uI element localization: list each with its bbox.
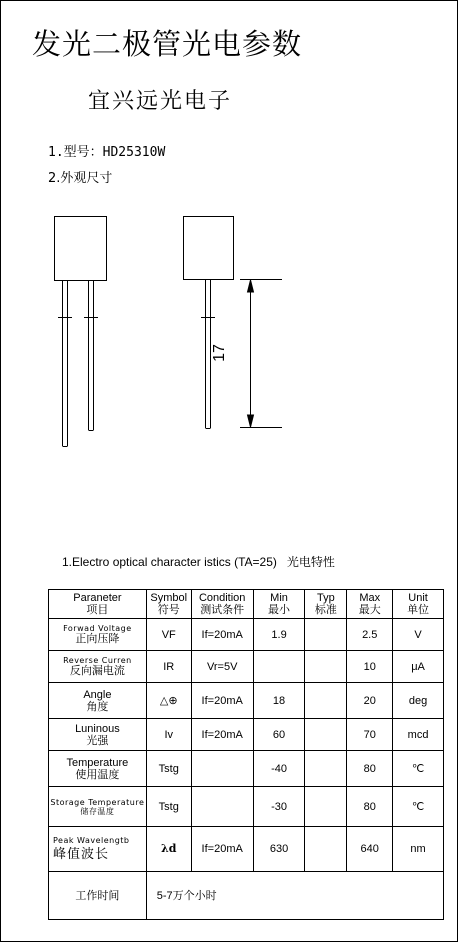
row-symbol: Tstg — [146, 751, 191, 787]
led-body-front — [55, 217, 107, 281]
spec-table — [48, 589, 444, 920]
row-parameter: Temperature 使用温度 — [49, 751, 147, 787]
led-body-side — [184, 217, 234, 280]
row-min: 60 — [253, 719, 305, 751]
table-row — [49, 651, 444, 683]
section-title — [62, 553, 335, 570]
section-title-en: 1.Electro optical character istics (TA=25) — [62, 555, 277, 569]
work-time-row — [49, 872, 444, 920]
table-row — [49, 827, 444, 872]
row-parameter: Peak Wavelengtb 峰值波长 — [49, 827, 147, 872]
header-unit: Unit 单位 — [393, 590, 444, 619]
row-max: 70 — [347, 719, 393, 751]
row-min: 1.9 — [253, 619, 305, 651]
row-condition — [191, 751, 253, 787]
row-condition — [191, 787, 253, 827]
row-min — [253, 651, 305, 683]
header-min: Min 最小 — [253, 590, 305, 619]
row-symbol: IR — [146, 651, 191, 683]
row-parameter: Storage Temperature 储存温度 — [49, 787, 147, 827]
table-header-row — [49, 590, 444, 619]
row-typ — [305, 787, 347, 827]
arrow-down-icon — [248, 415, 254, 427]
dimension-label: 17 — [211, 344, 228, 362]
row-unit: deg — [393, 683, 444, 719]
table-row — [49, 683, 444, 719]
row-typ — [305, 827, 347, 872]
row-unit: nm — [393, 827, 444, 872]
table-row — [49, 719, 444, 751]
model-line: 1.型号：HD25310W — [48, 145, 166, 160]
header-condition: Condition 测试条件 — [191, 590, 253, 619]
table-row — [49, 787, 444, 827]
row-parameter: Forwad Voltage 正向压降 — [49, 619, 147, 651]
row-min: 18 — [253, 683, 305, 719]
row-symbol: VF — [146, 619, 191, 651]
row-typ — [305, 683, 347, 719]
row-max: 640 — [347, 827, 393, 872]
outline-line: 2.外观尺寸 — [48, 171, 113, 186]
row-typ — [305, 719, 347, 751]
company-name: 宜兴远光电子 — [88, 89, 233, 114]
row-symbol: △⊕ — [146, 683, 191, 719]
row-max: 10 — [347, 651, 393, 683]
row-symbol: Tstg — [146, 787, 191, 827]
row-min: -30 — [253, 787, 305, 827]
row-condition: If=20mA — [191, 827, 253, 872]
row-unit: V — [393, 619, 444, 651]
row-condition: Vr=5V — [191, 651, 253, 683]
row-unit: μA — [393, 651, 444, 683]
row-parameter: Luninous 光强 — [49, 719, 147, 751]
row-max: 80 — [347, 751, 393, 787]
row-condition: If=20mA — [191, 619, 253, 651]
row-typ — [305, 619, 347, 651]
row-condition: If=20mA — [191, 719, 253, 751]
row-parameter: Angle 角度 — [49, 683, 147, 719]
work-time-label: 工作时间 — [49, 872, 147, 920]
section-title-cn: 光电特性 — [286, 555, 335, 569]
row-typ — [305, 751, 347, 787]
row-symbol: Iv — [146, 719, 191, 751]
header-symbol: Symbol 符号 — [146, 590, 191, 619]
row-symbol: λd — [146, 827, 191, 872]
row-max: 80 — [347, 787, 393, 827]
arrow-up-icon — [248, 280, 254, 292]
work-time-value: 5-7万个小时 — [146, 872, 443, 920]
header-max: Max 最大 — [347, 590, 393, 619]
row-min: 630 — [253, 827, 305, 872]
row-max: 2.5 — [347, 619, 393, 651]
table-row — [49, 619, 444, 651]
table-row — [49, 751, 444, 787]
row-unit: ℃ — [393, 751, 444, 787]
row-typ — [305, 651, 347, 683]
row-unit: mcd — [393, 719, 444, 751]
row-condition: If=20mA — [191, 683, 253, 719]
header-typ: Typ 标准 — [305, 590, 347, 619]
row-min: -40 — [253, 751, 305, 787]
row-max: 20 — [347, 683, 393, 719]
header-parameter: Paraneter 项目 — [49, 590, 147, 619]
doc-title: 发光二极管光电参数 — [32, 27, 303, 61]
row-unit: ℃ — [393, 787, 444, 827]
row-parameter: Reverse Curren 反向漏电流 — [49, 651, 147, 683]
